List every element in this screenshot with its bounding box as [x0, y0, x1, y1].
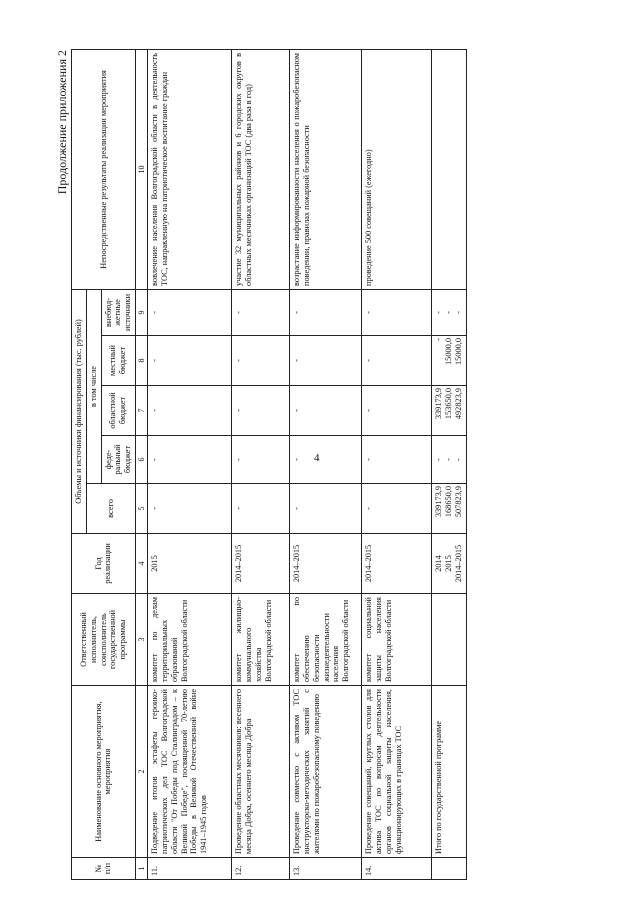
total-local [432, 336, 466, 386]
total-all [432, 484, 466, 534]
continuation-title: Продолжение приложения 2 [55, 50, 69, 195]
total-value: - [453, 458, 463, 461]
row-federal: - [290, 436, 362, 484]
row-number: 13. [290, 858, 362, 880]
row-result: участие 32 муниципальных районов и 6 городских округов в областных месячниках организаций ТОС (два раза в год) [232, 49, 290, 289]
header-year: Год реализации [72, 534, 136, 594]
col-index: 6 [135, 436, 147, 484]
row-federal: - [362, 436, 432, 484]
header-federal: феде-ральный бюджет [101, 436, 135, 484]
row-name: Проведение областных месячников: весеннего месяца Добра, осеннего месяца Добра [232, 686, 290, 858]
row-regional: - [362, 386, 432, 436]
row-result: проведение 500 совещаний (ежегодно) [362, 49, 432, 289]
total-value: 153650,0 [444, 388, 454, 420]
funding-table [71, 49, 467, 880]
col-index: 10 [135, 49, 147, 289]
row-year: 2014–2015 [290, 534, 362, 594]
total-value: 492823,9 [453, 388, 463, 420]
total-value: 339173,9 [434, 388, 444, 420]
header-name: Наименование основного мероприятия, мероприятия [72, 686, 136, 858]
table-row [232, 49, 290, 879]
row-name: Проведение совещаний, круглых столов для актива ТОС по вопросам деятельности органов социальной защиты населения, функционирующих в границах ТОС [362, 686, 432, 858]
col-index: 1 [135, 858, 147, 880]
row-number: 14. [362, 858, 432, 880]
row-result: возрастание информированности населения о пожаробезопасном поведении, правилах пожарной безопасности [290, 49, 362, 289]
table-row [290, 49, 362, 879]
row-extrabudget: - [148, 289, 232, 335]
row-total: - [148, 484, 232, 534]
row-local: - [148, 336, 232, 386]
total-value: 507823,9 [453, 486, 463, 518]
row-total: - [362, 484, 432, 534]
header-total: всего [86, 484, 135, 534]
col-index: 7 [135, 386, 147, 436]
table-row [148, 49, 232, 879]
row-regional: - [148, 386, 232, 436]
row-year: 2014–2015 [362, 534, 432, 594]
rotated-landscape-page [55, 50, 640, 880]
col-index: 3 [135, 594, 147, 686]
total-value: 15000,0 [444, 338, 454, 365]
total-year: 2014–2015 [453, 544, 463, 583]
total-years [432, 534, 466, 594]
row-name: Подведение итогов эстафеты героико-патриотических дел ТОС Волгоградской области "От Победы под Сталинградом – к Великой Победе", посвященной 70-летию Победы в Великой Отечественной войне 1941–1945 годов [148, 686, 232, 858]
total-year: 2014 [434, 555, 444, 572]
row-extrabudget: - [232, 289, 290, 335]
total-value: - [434, 311, 444, 314]
table-row [362, 49, 432, 879]
row-responsible: комитет по обеспечению безопасности жизнедеятельности населения Волгоградской области [290, 594, 362, 686]
row-responsible: комитет социальной защиты населения Волгоградской области [362, 594, 432, 686]
total-spacer [432, 858, 466, 880]
header-result: Непосредственные результаты реализации мероприятия [72, 49, 136, 289]
total-value: 339173,9 [434, 486, 444, 518]
row-responsible: комитет жилищно-коммунального хозяйства Волгоградской области [232, 594, 290, 686]
row-year: 2015 [148, 534, 232, 594]
total-value: - [453, 311, 463, 314]
row-total: - [232, 484, 290, 534]
header-funding: Объемы и источники финансирования (тыс. рублей) [72, 289, 87, 533]
total-spacer [432, 49, 466, 289]
row-number: 11. [148, 858, 232, 880]
row-local: - [232, 336, 290, 386]
total-value: - [434, 338, 444, 341]
row-regional: - [232, 386, 290, 436]
header-local: местный бюджет [101, 336, 135, 386]
row-year: 2014–2015 [232, 534, 290, 594]
header-no: № п/п [72, 858, 136, 880]
col-index: 9 [135, 289, 147, 335]
header-including: в том числе [86, 289, 101, 483]
row-extrabudget: - [362, 289, 432, 335]
row-local: - [290, 336, 362, 386]
total-regional [432, 386, 466, 436]
row-result: вовлечение населения Волгоградской области в деятельность ТОС, направленную на патриотическое воспитание граждан [148, 49, 232, 289]
total-federal [432, 436, 466, 484]
page-number: 4 [314, 452, 320, 464]
total-row [432, 49, 466, 879]
header-responsible: Ответственный исполнитель, соисполнитель государственной программы [72, 594, 136, 686]
total-label: Итого по государственной программе [432, 686, 466, 858]
row-total: - [290, 484, 362, 534]
row-name: Проведение совместно с активом ТОС инструкторско-методических занятий с жителями по пожаробезопасному поведению [290, 686, 362, 858]
header-regional: областной бюджет [101, 386, 135, 436]
row-regional: - [290, 386, 362, 436]
total-extrabudget [432, 289, 466, 335]
total-value: - [444, 458, 454, 461]
row-federal: - [148, 436, 232, 484]
total-value: - [444, 311, 454, 314]
row-local: - [362, 336, 432, 386]
header-extrabudget: внебюд-жетные источники [101, 289, 135, 335]
total-value: 15000,0 [453, 338, 463, 365]
col-index: 8 [135, 336, 147, 386]
col-index: 2 [135, 686, 147, 858]
row-extrabudget: - [290, 289, 362, 335]
total-spacer [432, 594, 466, 686]
row-federal: - [232, 436, 290, 484]
total-year: 2015 [444, 555, 454, 572]
row-responsible: комитет по делам территориальных образований Волгоградской области [148, 594, 232, 686]
col-index: 5 [135, 484, 147, 534]
row-number: 12. [232, 858, 290, 880]
total-value: 168650,0 [444, 486, 454, 518]
col-index: 4 [135, 534, 147, 594]
total-value: - [434, 458, 444, 461]
